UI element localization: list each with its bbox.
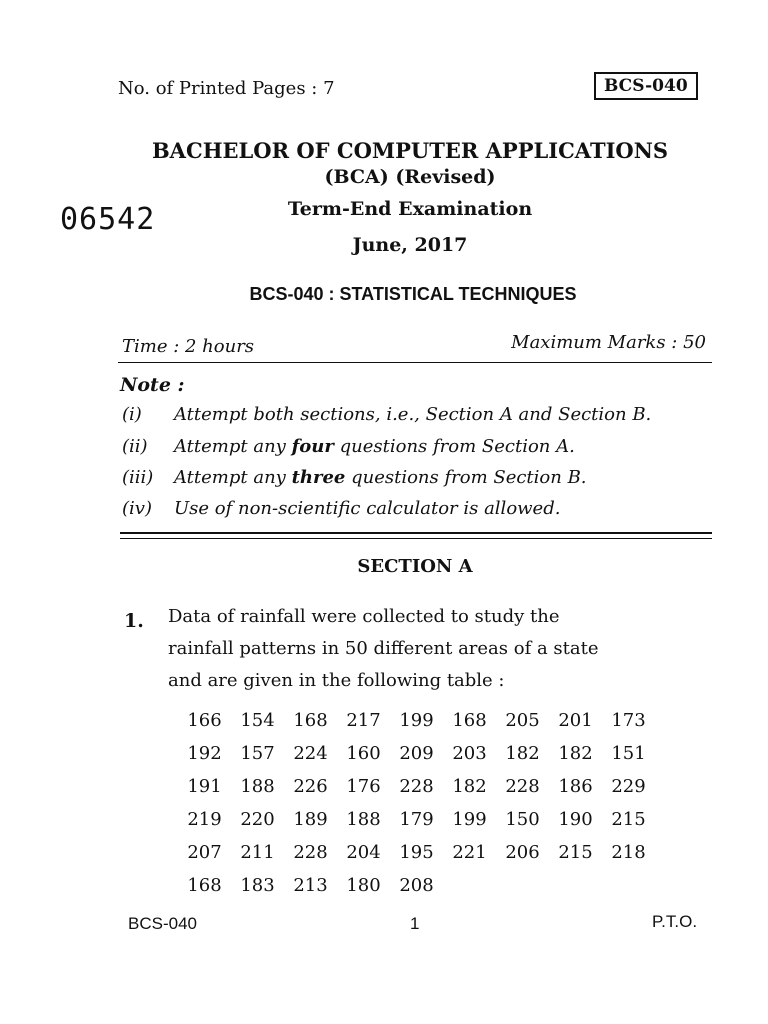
table-cell: 168 (293, 710, 328, 731)
printed-pages-count: No. of Printed Pages : 7 (118, 78, 335, 99)
note-number: (iii) (122, 467, 154, 488)
divider (118, 362, 712, 363)
question-number: 1. (124, 610, 144, 632)
table-cell: 199 (452, 809, 487, 830)
table-cell: 201 (558, 710, 593, 731)
note-emphasis: four (291, 436, 334, 457)
degree-title: BACHELOR OF COMPUTER APPLICATIONS (151, 138, 669, 163)
table-cell: 228 (293, 842, 328, 863)
table-cell: 207 (187, 842, 222, 863)
table-cell: 183 (240, 875, 275, 896)
table-cell: 182 (505, 743, 540, 764)
page-number: 1 (410, 914, 420, 933)
table-cell: 203 (452, 743, 487, 764)
table-row (178, 704, 655, 737)
question-text-line: Data of rainfall were collected to study the (168, 606, 560, 627)
table-cell: 224 (293, 743, 328, 764)
exam-date: June, 2017 (352, 234, 468, 256)
rainfall-data-table (178, 704, 655, 902)
serial-number: 06542 (60, 202, 156, 237)
table-cell: 180 (346, 875, 381, 896)
table-row (178, 737, 655, 770)
question-text-line: rainfall patterns in 50 different areas of a state (168, 638, 599, 659)
table-cell: 186 (558, 776, 593, 797)
table-cell: 179 (399, 809, 434, 830)
table-cell: 206 (505, 842, 540, 863)
program-name: (BCA) (Revised) (324, 166, 496, 188)
table-cell (549, 869, 602, 902)
table-cell: 229 (611, 776, 646, 797)
note-text: Use of non-scientific calculator is allowed. (174, 498, 561, 519)
table-cell: 213 (293, 875, 328, 896)
note-text: Attempt any (174, 467, 292, 488)
table-cell: 195 (399, 842, 434, 863)
note-heading: Note : (120, 374, 185, 396)
table-cell (443, 869, 496, 902)
table-cell: 215 (558, 842, 593, 863)
table-cell: 191 (187, 776, 222, 797)
note-text: questions from Section A. (333, 436, 575, 457)
table-cell: 204 (346, 842, 381, 863)
double-divider-top (120, 532, 712, 534)
table-cell: 217 (346, 710, 381, 731)
table-row (178, 770, 655, 803)
section-heading: SECTION A (357, 556, 473, 577)
note-text: questions from Section B. (345, 467, 587, 488)
note-item (122, 436, 575, 457)
table-cell (602, 869, 655, 902)
table-cell: 168 (187, 875, 222, 896)
note-text: Attempt both sections, i.e., Section A and Section B. (174, 404, 652, 425)
course-code-box: BCS-040 (594, 72, 698, 100)
table-cell: 160 (346, 743, 381, 764)
footer-course-code: BCS-040 (128, 914, 197, 933)
maximum-marks: Maximum Marks : 50 (511, 332, 706, 353)
note-item (122, 467, 587, 488)
table-cell: 192 (187, 743, 222, 764)
table-cell: 218 (611, 842, 646, 863)
note-number: (i) (122, 404, 142, 425)
table-cell: 209 (399, 743, 434, 764)
table-cell: 154 (240, 710, 275, 731)
table-cell: 228 (399, 776, 434, 797)
table-cell: 166 (187, 710, 222, 731)
table-cell: 157 (240, 743, 275, 764)
table-cell: 221 (452, 842, 487, 863)
table-cell: 189 (293, 809, 328, 830)
table-cell: 182 (452, 776, 487, 797)
note-number: (iv) (122, 498, 152, 519)
table-row (178, 803, 655, 836)
note-item (122, 404, 651, 425)
please-turn-over: P.T.O. (652, 912, 698, 931)
table-cell: 176 (346, 776, 381, 797)
table-cell: 205 (505, 710, 540, 731)
table-cell: 220 (240, 809, 275, 830)
note-emphasis: three (291, 467, 346, 488)
table-cell: 199 (399, 710, 434, 731)
note-text: Attempt any (174, 436, 292, 457)
table-cell: 188 (346, 809, 381, 830)
table-cell: 150 (505, 809, 540, 830)
table-cell: 188 (240, 776, 275, 797)
table-cell: 173 (611, 710, 646, 731)
table-cell: 211 (240, 842, 275, 863)
exam-duration: Time : 2 hours (122, 336, 255, 357)
table-cell (496, 869, 549, 902)
table-row (178, 869, 655, 902)
table-cell: 190 (558, 809, 593, 830)
question-text-line: and are given in the following table : (168, 670, 505, 691)
table-cell: 219 (187, 809, 222, 830)
note-item (122, 498, 560, 519)
table-row (178, 836, 655, 869)
exam-type: Term-End Examination (287, 198, 533, 220)
table-cell: 226 (293, 776, 328, 797)
course-title: BCS-040 : STATISTICAL TECHNIQUES (249, 284, 577, 304)
double-divider-bottom (120, 538, 712, 539)
table-cell: 168 (452, 710, 487, 731)
table-cell: 151 (611, 743, 646, 764)
table-cell: 215 (611, 809, 646, 830)
table-cell: 182 (558, 743, 593, 764)
table-cell: 208 (399, 875, 434, 896)
note-number: (ii) (122, 436, 148, 457)
table-cell: 228 (505, 776, 540, 797)
